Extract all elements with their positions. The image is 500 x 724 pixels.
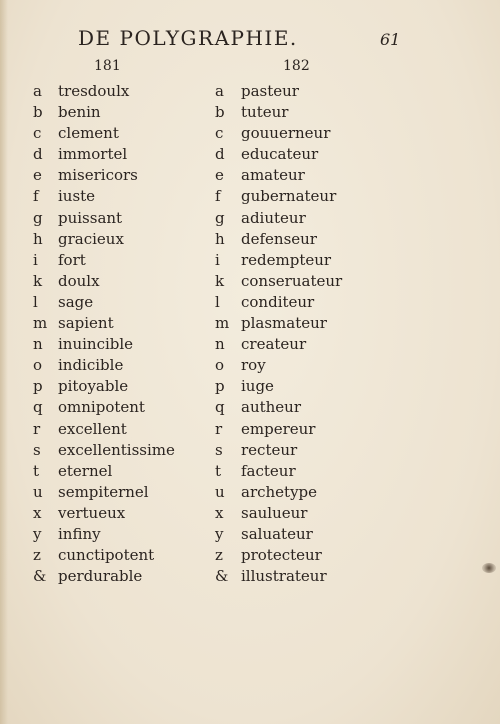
- left-word: inuincible: [58, 335, 134, 354]
- table-row: [0, 165, 500, 186]
- right-letter: d: [215, 145, 225, 164]
- table-row: [0, 376, 500, 397]
- column-number-right: 182: [283, 58, 310, 74]
- right-word: conseruateur: [241, 271, 343, 290]
- table-row: [0, 229, 500, 250]
- left-word: sage: [58, 292, 94, 311]
- left-word: sempiternel: [58, 482, 149, 501]
- table-row: [0, 102, 500, 123]
- table-row: [0, 292, 500, 313]
- left-word: infiny: [58, 524, 101, 543]
- left-letter: z: [33, 546, 41, 565]
- left-word: fort: [58, 250, 86, 269]
- ink-stain: [482, 563, 496, 573]
- right-letter: e: [215, 166, 224, 185]
- right-word: roy: [241, 356, 266, 375]
- table-row: [0, 208, 500, 229]
- running-title: DE POLYGRAPHIE.: [78, 26, 298, 50]
- right-word: saluateur: [241, 524, 313, 543]
- left-letter: t: [33, 461, 40, 480]
- right-word: tuteur: [241, 103, 289, 122]
- table-row: [0, 81, 500, 102]
- table-row: [0, 566, 500, 587]
- left-word: vertueux: [58, 503, 126, 522]
- right-letter: u: [215, 482, 225, 501]
- right-letter: b: [215, 103, 225, 122]
- right-letter: n: [215, 335, 225, 354]
- right-letter: s: [215, 440, 223, 459]
- table-row: [0, 461, 500, 482]
- left-letter: i: [33, 250, 38, 269]
- left-letter: r: [33, 419, 41, 438]
- right-word: plasmateur: [241, 314, 327, 333]
- left-letter: g: [33, 208, 43, 227]
- right-letter: m: [215, 314, 230, 333]
- table-row: [0, 545, 500, 566]
- left-word: indicible: [58, 356, 124, 375]
- left-letter: a: [33, 82, 42, 100]
- right-letter: q: [215, 398, 225, 417]
- right-letter: l: [215, 292, 220, 311]
- table-row: [0, 503, 500, 524]
- left-letter: h: [33, 229, 43, 248]
- right-word: saulueur: [241, 503, 308, 522]
- left-letter: c: [33, 124, 42, 143]
- right-word: educateur: [241, 145, 319, 164]
- left-letter: y: [33, 524, 42, 543]
- right-word: recteur: [241, 440, 298, 459]
- left-word: pitoyable: [58, 377, 129, 396]
- table-row: [0, 524, 500, 545]
- right-letter: h: [215, 229, 225, 248]
- right-word: illustrateur: [241, 567, 327, 586]
- right-letter: y: [215, 524, 224, 543]
- left-letter: &: [33, 567, 47, 586]
- left-word: immortel: [58, 145, 128, 164]
- table-row: [0, 397, 500, 418]
- right-letter: i: [215, 250, 220, 269]
- left-word: perdurable: [58, 567, 143, 586]
- right-word: adiuteur: [241, 208, 306, 227]
- right-word: iuge: [241, 377, 274, 396]
- table-row: [0, 440, 500, 461]
- right-letter: g: [215, 208, 225, 227]
- left-letter: s: [33, 440, 41, 459]
- left-letter: x: [33, 503, 42, 522]
- right-word: autheur: [241, 398, 301, 417]
- table-row: [0, 186, 500, 207]
- right-letter: f: [215, 187, 221, 206]
- right-word: conditeur: [241, 292, 315, 311]
- right-letter: k: [215, 271, 225, 290]
- left-letter: n: [33, 335, 43, 354]
- left-letter: b: [33, 103, 43, 122]
- table-row: [0, 355, 500, 376]
- left-letter: e: [33, 166, 42, 185]
- left-word: iuste: [58, 187, 96, 206]
- left-letter: l: [33, 292, 38, 311]
- right-word: gubernateur: [241, 187, 337, 206]
- left-word: misericors: [58, 166, 138, 185]
- right-letter: a: [215, 82, 224, 100]
- left-word: tresdoulx: [58, 82, 130, 100]
- page-number: 61: [380, 30, 401, 49]
- right-letter: r: [215, 419, 223, 438]
- right-word: defenseur: [241, 229, 317, 248]
- table-row: [0, 144, 500, 165]
- table-row: [0, 271, 500, 292]
- column-number-left: 181: [94, 58, 121, 74]
- left-letter: q: [33, 398, 43, 417]
- right-letter: x: [215, 503, 224, 522]
- right-word: redempteur: [241, 250, 332, 269]
- left-letter: u: [33, 482, 43, 501]
- right-word: archetype: [241, 482, 318, 501]
- right-word: facteur: [241, 461, 296, 480]
- left-letter: p: [33, 377, 43, 396]
- page-header: [0, 26, 500, 56]
- table-row: [0, 250, 500, 271]
- right-letter: p: [215, 377, 225, 396]
- table-row: [0, 334, 500, 355]
- right-letter: t: [215, 461, 222, 480]
- table-row: [0, 419, 500, 440]
- left-word: sapient: [58, 314, 114, 333]
- left-word: eternel: [58, 461, 113, 480]
- left-word: benin: [58, 103, 101, 122]
- right-letter: o: [215, 356, 225, 375]
- table-row: [0, 482, 500, 503]
- left-word: doulx: [58, 271, 100, 290]
- left-word: excellentissime: [58, 440, 175, 459]
- left-letter: o: [33, 356, 43, 375]
- left-word: puissant: [58, 208, 123, 227]
- right-letter: &: [215, 567, 229, 586]
- right-word: empereur: [241, 419, 316, 438]
- left-letter: k: [33, 271, 43, 290]
- left-word: gracieux: [58, 229, 124, 248]
- table-rows: [0, 81, 500, 587]
- right-word: amateur: [241, 166, 305, 185]
- left-letter: d: [33, 145, 43, 164]
- table-row: [0, 313, 500, 334]
- right-letter: z: [215, 546, 223, 565]
- left-letter: m: [33, 314, 48, 333]
- table-row: [0, 123, 500, 144]
- left-word: clement: [58, 124, 119, 143]
- right-word: createur: [241, 335, 307, 354]
- right-word: pasteur: [241, 82, 299, 100]
- right-word: gouuerneur: [241, 124, 331, 143]
- right-letter: c: [215, 124, 224, 143]
- right-word: protecteur: [241, 546, 322, 565]
- left-word: excellent: [58, 419, 127, 438]
- left-word: cunctipotent: [58, 546, 155, 565]
- left-word: omnipotent: [58, 398, 145, 417]
- left-letter: f: [33, 187, 39, 206]
